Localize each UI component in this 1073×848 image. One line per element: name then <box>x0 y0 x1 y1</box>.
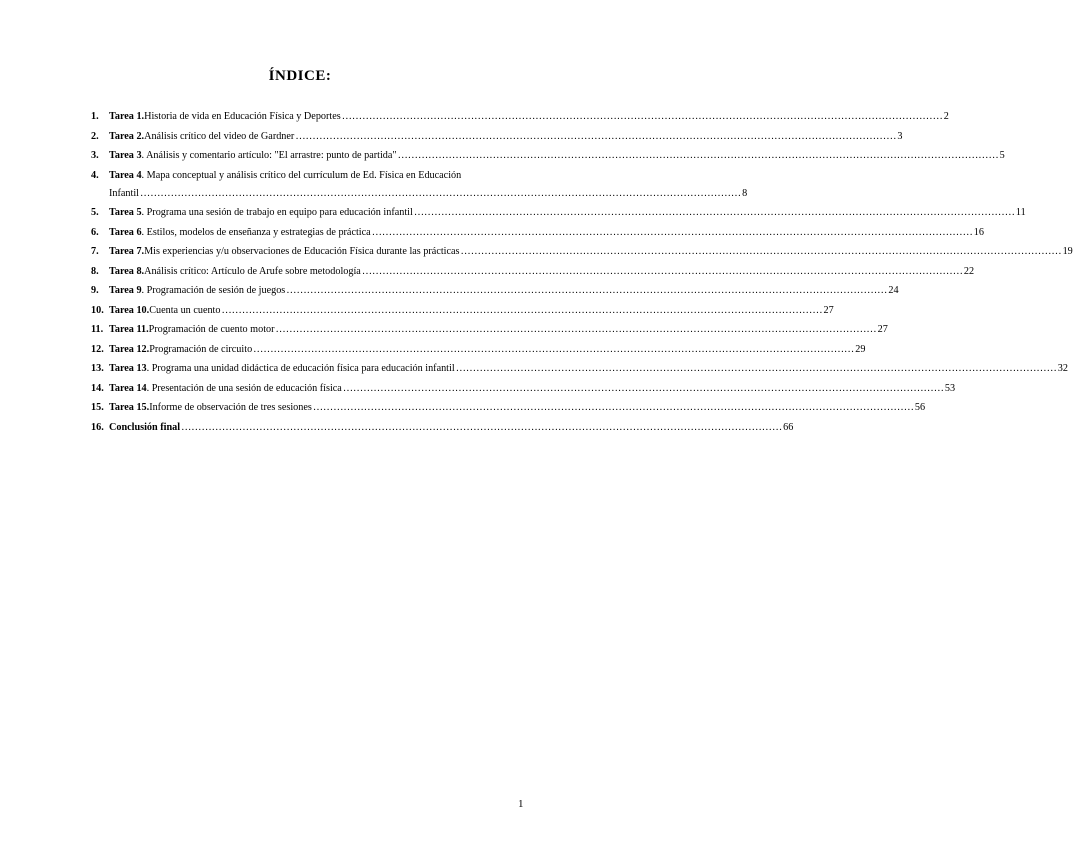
toc-dot-leader: …………………………………………………………………………………………………………………………………………………………… <box>341 111 943 122</box>
toc-entry-text: . Estilos, modelos de enseñanza y estrategias de práctica <box>141 226 371 238</box>
toc-entry-text: . Programa una sesión de trabajo en equipo para educación infantil <box>141 207 413 218</box>
toc-entry-14 <box>91 382 956 395</box>
toc-entry-number: 14. <box>91 382 104 394</box>
toc-entry-page: 27 <box>823 304 834 316</box>
toc-entry-label: Tarea 4 <box>109 169 142 181</box>
toc-entry-page: 5 <box>999 150 1005 161</box>
toc-entry-text: Programación de circuito <box>149 343 253 355</box>
toc-entry-page: 27 <box>877 324 888 335</box>
toc-entry-11 <box>91 324 888 336</box>
toc-entry-text: Análisis crítico del video de Gardner <box>144 130 295 142</box>
toc-entry-page: 3 <box>897 130 903 142</box>
toc-entry-label: Tarea 8. <box>109 265 145 277</box>
toc-entry-number: 11. <box>91 324 104 335</box>
toc-entry-label: Tarea 1. <box>109 111 145 122</box>
toc-dot-leader: …………………………………………………………………………………………………………………………………………………………… <box>275 324 877 335</box>
toc-entry-2 <box>91 130 903 143</box>
toc-dot-leader: …………………………………………………………………………………………………………………………………………………………… <box>361 265 963 277</box>
toc-entry-label: Conclusión final <box>109 421 181 433</box>
toc-entry-page: 29 <box>855 343 866 355</box>
toc-entry-number: 12. <box>91 343 104 355</box>
page-number: 1 <box>518 798 524 810</box>
toc-entry-number: 4. <box>91 169 99 181</box>
toc-entry-page: 53 <box>944 382 956 394</box>
toc-entry-text: . Mapa conceptual y análisis crítico del currículum de Ed. Física en Educación <box>141 169 462 181</box>
toc-entry-text-continued: Infantil <box>109 187 139 199</box>
toc-dot-leader: …………………………………………………………………………………………………………………………………………………………… <box>413 207 1015 218</box>
toc-dot-leader: …………………………………………………………………………………………………………………………………………………………… <box>295 130 897 142</box>
toc-entry-page: 16 <box>973 226 984 238</box>
toc-dot-leader: …………………………………………………………………………………………………………………………………………………………… <box>460 246 1062 257</box>
toc-entry-page: 8 <box>742 187 748 199</box>
toc-entry-page: 22 <box>963 265 975 277</box>
toc-entry-text: Programación de cuento motor <box>148 324 275 335</box>
toc-dot-leader: …………………………………………………………………………………………………………………………………………………………… <box>221 304 823 316</box>
toc-entry-label: Tarea 5 <box>109 207 142 218</box>
toc-entry-number: 5. <box>91 207 99 218</box>
table-of-contents <box>91 111 1073 441</box>
toc-entry-label: Tarea 10. <box>109 304 150 316</box>
toc-entry-13 <box>91 363 1068 375</box>
toc-entry-page: 56 <box>914 402 926 413</box>
toc-entry-15 <box>91 402 926 414</box>
toc-entry-3 <box>91 150 1005 162</box>
page-title: ÍNDICE: <box>268 68 332 84</box>
toc-entry-page: 2 <box>943 111 949 122</box>
toc-entry-number: 6. <box>91 226 99 238</box>
toc-entry-label: Tarea 9 <box>109 285 142 296</box>
toc-dot-leader: …………………………………………………………………………………………………………………………………………………………… <box>371 226 973 238</box>
toc-entry-page: 32 <box>1057 363 1068 374</box>
toc-entry-1 <box>91 111 949 123</box>
toc-entry-5 <box>91 207 1026 219</box>
toc-entry-page: 66 <box>783 421 794 433</box>
toc-dot-leader: …………………………………………………………………………………………………………………………………………………………… <box>140 187 742 199</box>
toc-entry-text: . Análisis y comentario artículo: "El arrastre: punto de partida" <box>141 150 397 161</box>
toc-entry-label: Tarea 14 <box>109 382 147 394</box>
toc-entry-text: . Programa una unidad didáctica de educación física para educación infantil <box>146 363 455 374</box>
toc-entry-text: Mis experiencias y/u observaciones de Educación Física durante las prácticas <box>144 246 460 257</box>
toc-entry-text: . Presentación de una sesión de educación física <box>146 382 342 394</box>
toc-entry-page: 11 <box>1015 207 1026 218</box>
toc-dot-leader: …………………………………………………………………………………………………………………………………………………………… <box>342 382 944 394</box>
toc-dot-leader: …………………………………………………………………………………………………………………………………………………………… <box>397 150 999 161</box>
toc-entry-text: Cuenta un cuento <box>149 304 221 316</box>
toc-entry-number: 15. <box>91 402 104 413</box>
toc-entry-text: Historia de vida en Educación Física y Deportes <box>144 111 341 122</box>
toc-dot-leader: …………………………………………………………………………………………………………………………………………………………… <box>312 402 914 413</box>
toc-entry-8 <box>91 265 975 278</box>
toc-dot-leader: …………………………………………………………………………………………………………………………………………………………… <box>455 363 1057 374</box>
toc-entry-10 <box>91 304 834 317</box>
toc-entry-9 <box>91 285 899 297</box>
toc-entry-label: Tarea 12. <box>109 343 150 355</box>
toc-entry-label: Tarea 7. <box>109 246 145 257</box>
toc-entry-number: 16. <box>91 421 104 433</box>
toc-dot-leader: …………………………………………………………………………………………………………………………………………………………… <box>253 343 855 355</box>
toc-entry-number: 2. <box>91 130 99 142</box>
toc-entry-number: 13. <box>91 363 104 374</box>
toc-entry-12 <box>91 343 866 356</box>
toc-entry-number: 8. <box>91 265 99 277</box>
toc-entry-number: 9. <box>91 285 99 296</box>
toc-entry-number: 10. <box>91 304 104 316</box>
toc-entry-label: Tarea 3 <box>109 150 142 161</box>
toc-entry-7 <box>91 246 1073 258</box>
toc-entry-label: Tarea 15. <box>109 402 150 413</box>
toc-entry-label: Tarea 6 <box>109 226 142 238</box>
toc-entry-text: Análisis crítico: Artículo de Arufe sobre metodología <box>144 265 361 277</box>
toc-dot-leader: …………………………………………………………………………………………………………………………………………………………… <box>286 285 888 296</box>
toc-entry-page: 24 <box>888 285 899 296</box>
toc-entry-16 <box>91 421 794 434</box>
toc-entry-number: 1. <box>91 111 99 122</box>
toc-entry-text: Informe de observación de tres sesiones <box>149 402 312 413</box>
toc-entry-4 <box>91 169 748 200</box>
toc-entry-label: Tarea 11. <box>109 324 149 335</box>
toc-dot-leader: …………………………………………………………………………………………………………………………………………………………… <box>181 421 783 433</box>
toc-entry-number: 7. <box>91 246 99 257</box>
toc-entry-number: 3. <box>91 150 99 161</box>
toc-entry-label: Tarea 2. <box>109 130 145 142</box>
toc-entry-label: Tarea 13 <box>109 363 147 374</box>
toc-entry-page: 19 <box>1062 246 1073 257</box>
toc-entry-6 <box>91 226 984 239</box>
toc-entry-text: . Programación de sesión de juegos <box>141 285 286 296</box>
